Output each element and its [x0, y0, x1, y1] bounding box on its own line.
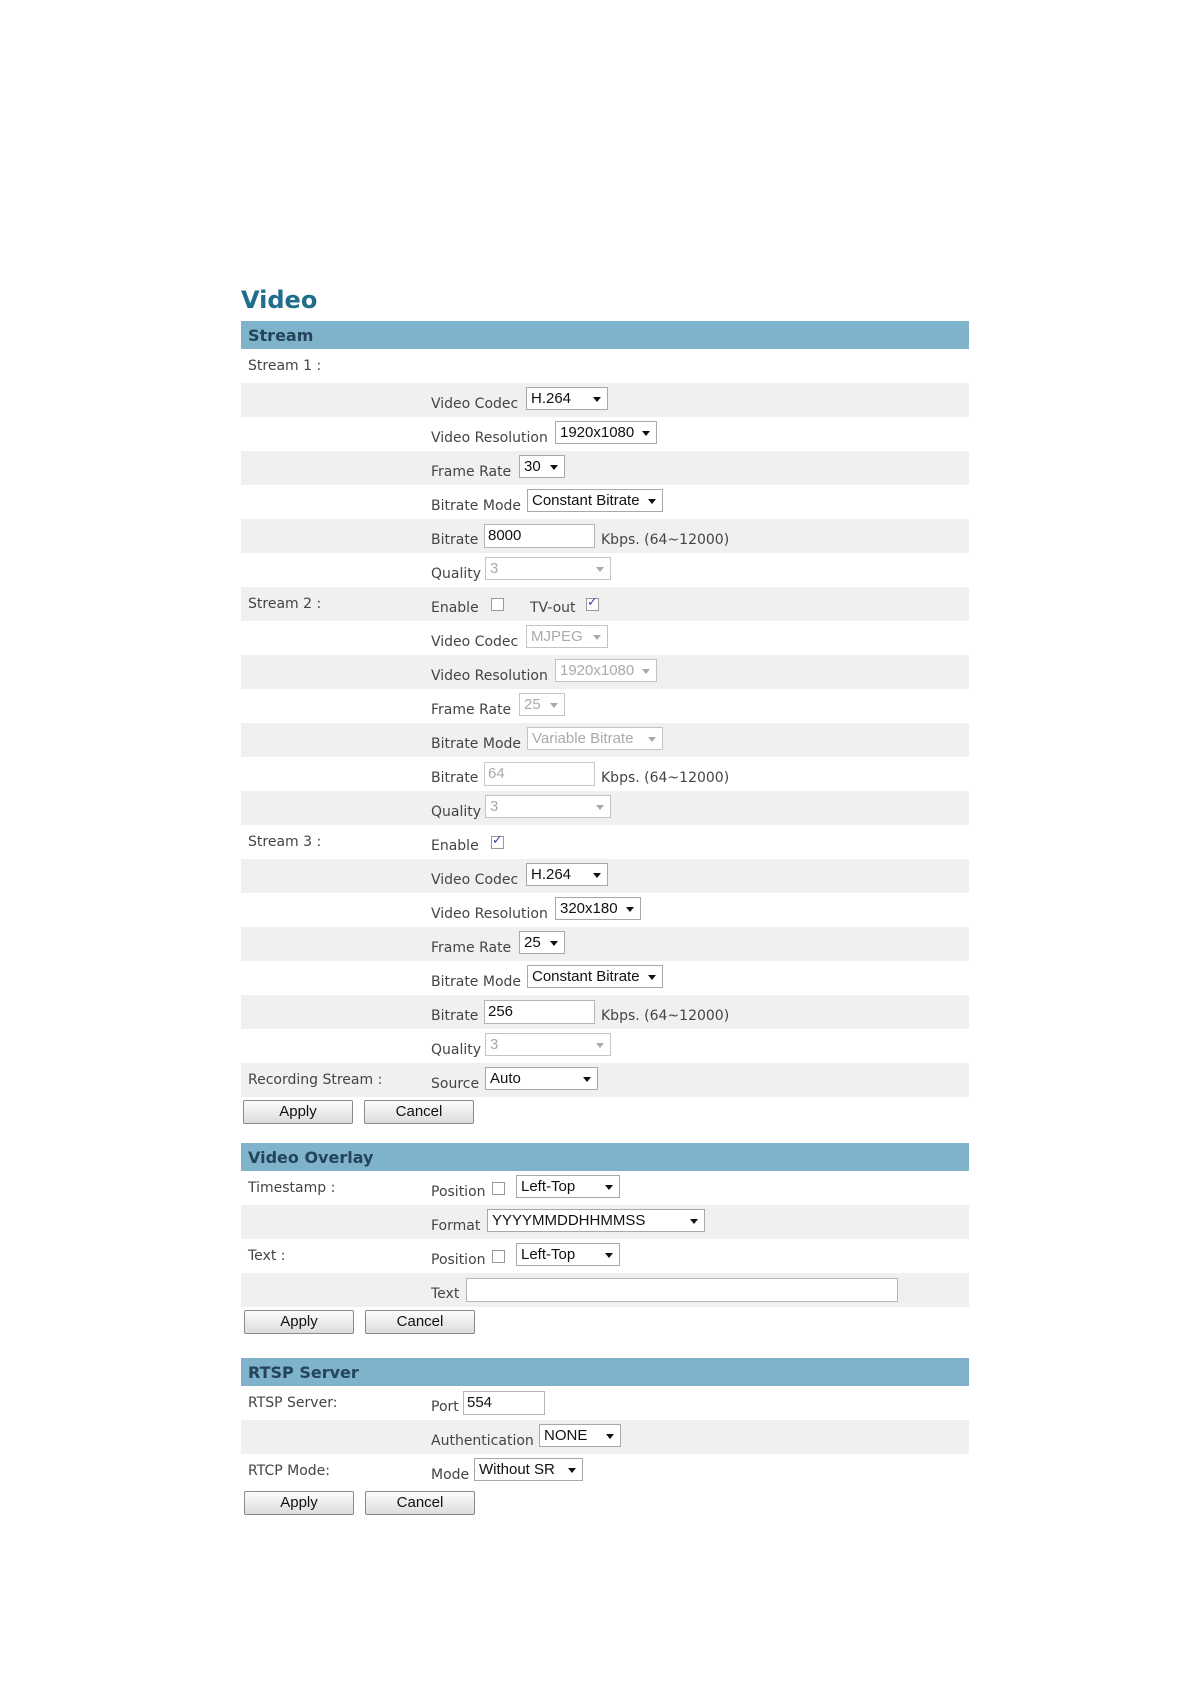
rtsp-server-section — [241, 1358, 969, 1518]
stream3-frame-rate-select[interactable] — [519, 931, 565, 954]
bitrate-mode-label: Bitrate Mode — [431, 736, 522, 752]
page-title: Video — [241, 286, 318, 314]
select-value: 3 — [490, 798, 499, 815]
stream1-bitrate-input[interactable] — [484, 524, 595, 548]
stream-cancel-button[interactable]: Cancel — [364, 1100, 474, 1124]
recording-stream-row — [241, 1063, 969, 1097]
source-label: Source — [431, 1076, 480, 1092]
stream2-frame-rate-select[interactable] — [519, 693, 565, 716]
stream2-quality-row — [241, 791, 969, 825]
text-row-label: Text : — [248, 1248, 286, 1264]
stream2-bitrate-mode-select[interactable] — [527, 727, 663, 750]
video-codec-label: Video Codec — [431, 634, 519, 650]
tvout-label: TV-out — [530, 600, 576, 616]
chevron-down-icon — [596, 567, 604, 572]
stream1-video-codec-select[interactable] — [526, 387, 608, 410]
stream1-label-row — [241, 349, 969, 383]
quality-label: Quality — [431, 566, 482, 582]
chevron-down-icon — [605, 1253, 613, 1258]
stream1-bitrate-mode-row — [241, 485, 969, 519]
select-value: NONE — [544, 1427, 588, 1444]
rtcp-mode-select[interactable] — [474, 1458, 583, 1481]
video-codec-label: Video Codec — [431, 396, 519, 412]
video-resolution-label: Video Resolution — [431, 430, 548, 446]
stream3-video-codec-select[interactable] — [526, 863, 608, 886]
text-position-checkbox[interactable] — [492, 1250, 505, 1263]
bitrate-unit: Kbps. (64~12000) — [601, 532, 730, 548]
stream1-frame-rate-select[interactable] — [519, 455, 565, 478]
video-resolution-label: Video Resolution — [431, 906, 548, 922]
chevron-down-icon — [593, 635, 601, 640]
mode-label: Mode — [431, 1467, 470, 1483]
stream3-bitrate-mode-select[interactable] — [527, 965, 663, 988]
frame-rate-label: Frame Rate — [431, 464, 512, 480]
stream1-video-codec-row — [241, 383, 969, 417]
chevron-down-icon — [583, 1077, 591, 1082]
select-value: Variable Bitrate — [532, 730, 634, 747]
text-position-row — [241, 1239, 969, 1273]
stream-button-row — [241, 1097, 969, 1127]
overlay-cancel-button[interactable]: Cancel — [365, 1310, 475, 1334]
stream1-quality-row — [241, 553, 969, 587]
select-value: 320x180 — [560, 900, 618, 917]
stream1-frame-rate-row — [241, 451, 969, 485]
bitrate-label: Bitrate — [431, 770, 479, 786]
recording-stream-label: Recording Stream : — [248, 1072, 383, 1088]
bitrate-mode-label: Bitrate Mode — [431, 974, 522, 990]
rtsp-authentication-select[interactable] — [539, 1424, 621, 1447]
stream2-bitrate-input[interactable] — [484, 762, 595, 786]
stream1-label: Stream 1 : — [248, 358, 322, 374]
chevron-down-icon — [550, 703, 558, 708]
chevron-down-icon — [648, 975, 656, 980]
stream3-label: Stream 3 : — [248, 834, 322, 850]
stream1-video-resolution-select[interactable] — [555, 421, 657, 444]
select-value: H.264 — [531, 866, 572, 883]
chevron-down-icon — [596, 805, 604, 810]
stream2-tvout-checkbox[interactable] — [586, 598, 599, 611]
chevron-down-icon — [568, 1468, 576, 1473]
select-value: 3 — [490, 1036, 499, 1053]
bitrate-label: Bitrate — [431, 532, 479, 548]
stream2-video-codec-select[interactable] — [526, 625, 608, 648]
port-label: Port — [431, 1399, 459, 1415]
stream3-quality-row — [241, 1029, 969, 1063]
chevron-down-icon — [642, 669, 650, 674]
stream2-video-resolution-select[interactable] — [555, 659, 657, 682]
rtsp-server-header: RTSP Server — [241, 1358, 969, 1386]
stream2-enable-checkbox[interactable] — [491, 598, 504, 611]
stream-section — [241, 321, 969, 1127]
chevron-down-icon — [690, 1219, 698, 1224]
timestamp-format-select[interactable] — [487, 1209, 705, 1232]
chevron-down-icon — [606, 1434, 614, 1439]
select-value: 3 — [490, 560, 499, 577]
timestamp-row — [241, 1171, 969, 1205]
chevron-down-icon — [642, 431, 650, 436]
select-value: Constant Bitrate — [532, 492, 640, 509]
select-value: 25 — [524, 696, 541, 713]
select-value: Without SR — [479, 1461, 555, 1478]
stream3-bitrate-mode-row — [241, 961, 969, 995]
enable-label: Enable — [431, 600, 479, 616]
timestamp-position-select[interactable] — [516, 1175, 620, 1198]
overlay-apply-button[interactable]: Apply — [244, 1310, 354, 1334]
position-label: Position — [431, 1252, 486, 1268]
position-label: Position — [431, 1184, 486, 1200]
input-value: 64 — [488, 765, 505, 782]
rtsp-cancel-button[interactable]: Cancel — [365, 1491, 475, 1515]
select-value: Left-Top — [521, 1246, 576, 1263]
stream2-quality-select[interactable] — [485, 795, 611, 818]
stream1-video-resolution-row — [241, 417, 969, 451]
chevron-down-icon — [550, 941, 558, 946]
stream3-quality-select[interactable] — [485, 1033, 611, 1056]
stream3-video-resolution-row — [241, 893, 969, 927]
recording-source-select[interactable] — [485, 1067, 598, 1090]
stream3-bitrate-input[interactable] — [484, 1000, 595, 1024]
format-label: Format — [431, 1218, 481, 1234]
video-overlay-section — [241, 1143, 969, 1337]
enable-label: Enable — [431, 838, 479, 854]
chevron-down-icon — [626, 907, 634, 912]
chevron-down-icon — [593, 873, 601, 878]
video-resolution-label: Video Resolution — [431, 668, 548, 684]
input-value: 256 — [488, 1003, 514, 1020]
select-value: 25 — [524, 934, 541, 951]
bitrate-mode-label: Bitrate Mode — [431, 498, 522, 514]
authentication-label: Authentication — [431, 1433, 534, 1449]
rtsp-apply-button[interactable]: Apply — [244, 1491, 354, 1515]
overlay-text-input[interactable] — [466, 1278, 898, 1302]
select-value: Constant Bitrate — [532, 968, 640, 985]
overlay-text-row — [241, 1273, 969, 1307]
bitrate-unit: Kbps. (64~12000) — [601, 770, 730, 786]
chevron-down-icon — [648, 737, 656, 742]
stream2-video-codec-row — [241, 621, 969, 655]
text-position-select[interactable] — [516, 1243, 620, 1266]
stream3-video-codec-row — [241, 859, 969, 893]
select-value: YYYYMMDDHHMMSS — [492, 1212, 646, 1229]
stream-apply-button[interactable]: Apply — [243, 1100, 353, 1124]
stream2-bitrate-mode-row — [241, 723, 969, 757]
stream3-video-resolution-select[interactable] — [555, 897, 641, 920]
stream3-bitrate-row — [241, 995, 969, 1029]
stream2-bitrate-row — [241, 757, 969, 791]
stream1-quality-select[interactable] — [485, 557, 611, 580]
select-value: Auto — [490, 1070, 521, 1087]
input-value: 554 — [467, 1394, 493, 1411]
rtsp-server-label: RTSP Server: — [248, 1395, 338, 1411]
text-label: Text — [431, 1286, 460, 1302]
chevron-down-icon — [550, 465, 558, 470]
stream2-label: Stream 2 : — [248, 596, 322, 612]
stream-section-header: Stream — [241, 321, 969, 349]
stream3-enable-checkbox[interactable] — [491, 836, 504, 849]
chevron-down-icon — [596, 1043, 604, 1048]
video-codec-label: Video Codec — [431, 872, 519, 888]
select-value: H.264 — [531, 390, 572, 407]
chevron-down-icon — [605, 1185, 613, 1190]
select-value: 30 — [524, 458, 541, 475]
timestamp-position-checkbox[interactable] — [492, 1182, 505, 1195]
stream1-bitrate-row — [241, 519, 969, 553]
stream1-bitrate-mode-select[interactable] — [527, 489, 663, 512]
stream2-video-resolution-row — [241, 655, 969, 689]
chevron-down-icon — [648, 499, 656, 504]
bitrate-label: Bitrate — [431, 1008, 479, 1024]
quality-label: Quality — [431, 804, 482, 820]
overlay-button-row — [241, 1307, 969, 1337]
select-value: MJPEG — [531, 628, 583, 645]
timestamp-label: Timestamp : — [248, 1180, 336, 1196]
rtcp-mode-label: RTCP Mode: — [248, 1463, 330, 1479]
video-overlay-header: Video Overlay — [241, 1143, 969, 1171]
select-value: 1920x1080 — [560, 662, 635, 679]
frame-rate-label: Frame Rate — [431, 702, 512, 718]
rtsp-port-input[interactable] — [463, 1391, 545, 1415]
rtsp-port-row — [241, 1386, 969, 1420]
stream3-enable-row — [241, 825, 969, 859]
stream3-frame-rate-row — [241, 927, 969, 961]
bitrate-unit: Kbps. (64~12000) — [601, 1008, 730, 1024]
select-value: 1920x1080 — [560, 424, 635, 441]
rtcp-mode-row — [241, 1454, 969, 1488]
stream2-frame-rate-row — [241, 689, 969, 723]
input-value: 8000 — [488, 527, 522, 544]
rtsp-authentication-row — [241, 1420, 969, 1454]
stream2-enable-row — [241, 587, 969, 621]
chevron-down-icon — [593, 397, 601, 402]
frame-rate-label: Frame Rate — [431, 940, 512, 956]
rtsp-button-row — [241, 1488, 969, 1518]
select-value: Left-Top — [521, 1178, 576, 1195]
quality-label: Quality — [431, 1042, 482, 1058]
timestamp-format-row — [241, 1205, 969, 1239]
